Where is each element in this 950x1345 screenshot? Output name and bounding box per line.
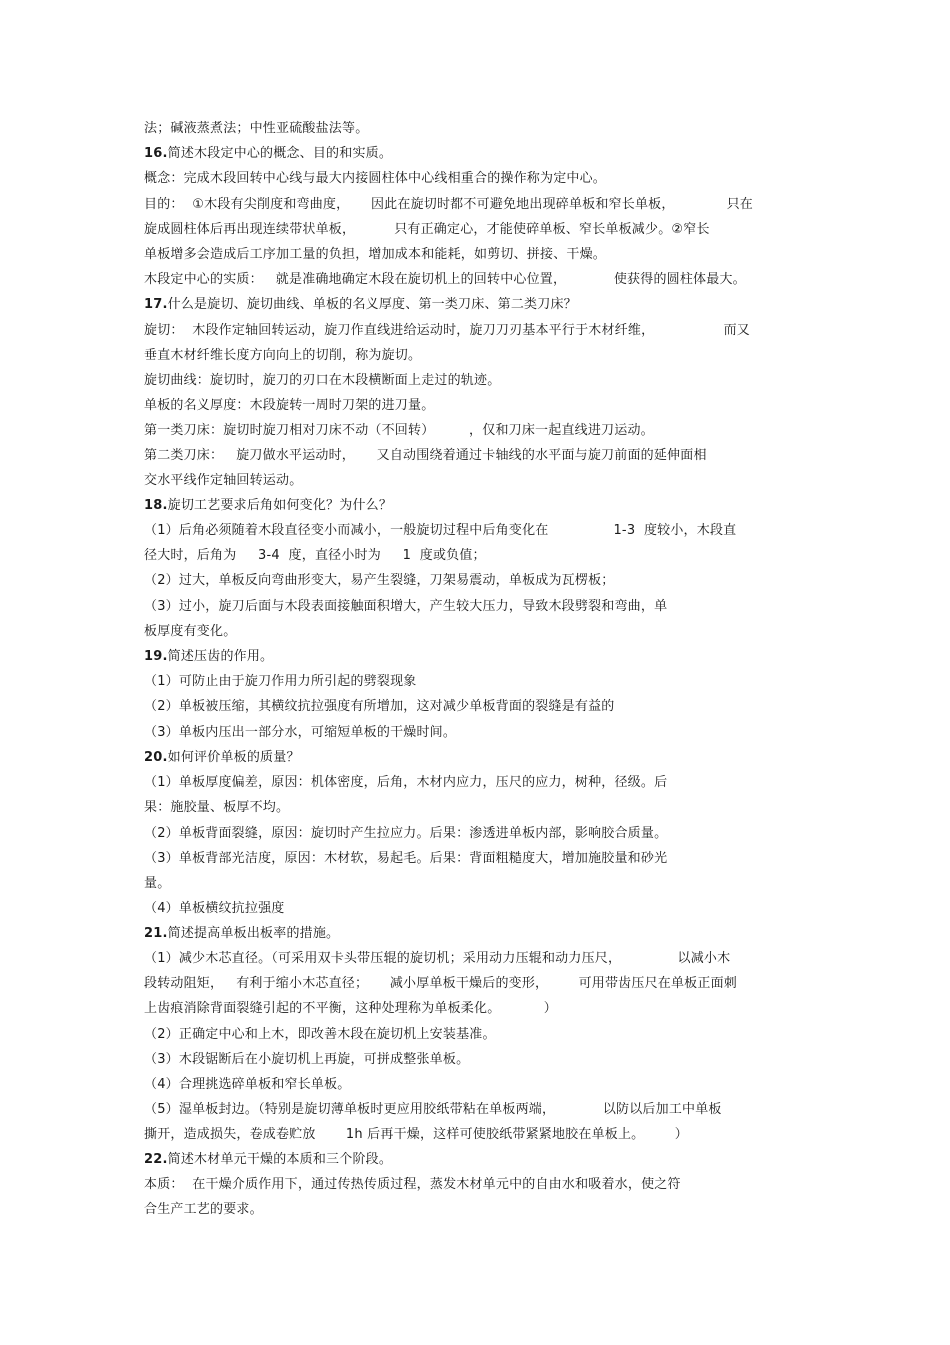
line-text: 简述提高单板出板率的措施。	[167, 926, 340, 941]
question-number: 21.	[144, 926, 168, 941]
line-text: 如何评价单板的质量？	[167, 750, 300, 765]
body-line	[144, 950, 730, 968]
body-line	[144, 372, 500, 390]
line-text: （3）单板内压出一部分水，可缩短单板的干燥时间。	[144, 725, 457, 740]
line-text: 第二类刀床： 旋刀做水平运动时， 又自动围绕着通过卡轴线的水平面与旋刀前面的延伸面相	[144, 448, 707, 463]
line-text: 旋切： 木段作定轴回转运动，旋刀作直线进给运动时，旋刀刀刃基本平行于木材纤维， 而又	[144, 323, 750, 338]
line-text: 本质： 在干燥介质作用下，通过传热传质过程，蒸发木材单元中的自由水和吸着水，使之符	[144, 1177, 681, 1192]
line-text: （4）合理挑选碎单板和窄长单板。	[144, 1077, 351, 1092]
line-text: （2）正确定中心和上木，即改善木段在旋切机上安装基准。	[144, 1027, 496, 1042]
line-text: 垂直木材纤维长度方向向上的切削，称为旋切。	[144, 348, 422, 363]
line-text: （5）湿单板封边。（特别是旋切薄单板时更应用胶纸带粘在单板两端， 以防以后加工中单板	[144, 1102, 722, 1117]
body-line	[144, 472, 302, 490]
body-line	[144, 1076, 350, 1094]
line-text: 果：施胶量、板厚不均。	[144, 800, 290, 815]
line-text: （3）木段锯断后在小旋切机上再旋，可拼成整张单板。	[144, 1052, 470, 1067]
question-number: 16.	[144, 146, 168, 161]
line-text: （1）可防止由于旋刀作用力所引起的劈裂现象	[144, 674, 417, 689]
question-number: 17.	[144, 297, 168, 312]
question-number: 18.	[144, 498, 168, 513]
question-number: 20.	[144, 750, 168, 765]
body-line	[144, 623, 236, 641]
line-text: 简述压齿的作用。	[167, 649, 274, 664]
body-line	[144, 120, 368, 138]
line-text: 合生产工艺的要求。	[144, 1202, 263, 1217]
line-text: 板厚度有变化。	[144, 624, 237, 639]
line-text: 简述木段定中心的概念、目的和实质。	[167, 146, 393, 161]
body-line	[144, 975, 737, 993]
line-text: （1）减少木芯直径。（可采用双卡头带压辊的旋切机；采用动力压辊和动力压尺， 以减小木	[144, 951, 731, 966]
line-text: 单板增多会造成后工序加工量的负担，增加成本和能耗，如剪切、拼接、干燥。	[144, 247, 607, 262]
body-line	[144, 1176, 681, 1194]
line-text: 目的： ①木段有尖削度和弯曲度， 因此在旋切时都不可避免地出现碎单板和窄长单板， 只在	[144, 197, 753, 212]
line-text: 法；碱液蒸煮法；中性亚硫酸盐法等。	[144, 121, 369, 136]
body-line	[144, 347, 421, 365]
body-line	[144, 850, 667, 868]
line-text: 量。	[144, 876, 171, 891]
question-heading	[144, 648, 273, 666]
body-line	[144, 572, 614, 590]
body-line	[144, 673, 416, 691]
line-text: 什么是旋切、旋切曲线、单板的名义厚度、第一类刀床、第二类刀床？	[167, 297, 577, 312]
question-heading	[144, 749, 300, 767]
body-line	[144, 196, 753, 214]
line-text: （2）单板背面裂缝，原因：旋切时产生拉应力。后果：渗透进单板内部，影响胶合质量。	[144, 826, 668, 841]
body-line	[144, 1026, 496, 1044]
question-heading	[144, 145, 392, 163]
body-line	[144, 246, 606, 264]
body-line	[144, 1126, 688, 1144]
line-text: 单板的名义厚度：木段旋转一周时刀架的进刀量。	[144, 398, 435, 413]
line-text: （2）过大，单板反向弯曲形变大，易产生裂缝，刀架易震动，单板成为瓦楞板；	[144, 573, 615, 588]
body-line	[144, 825, 667, 843]
body-line	[144, 724, 456, 742]
line-text: （1）后角必须随着木段直径变小而减小，一般旋切过程中后角变化在 1-3 度较小，木段直	[144, 523, 737, 538]
line-text: （4）单板横纹抗拉强度	[144, 901, 285, 916]
question-heading	[144, 497, 392, 515]
body-line	[144, 397, 434, 415]
body-line	[144, 799, 289, 817]
line-text: 概念：完成木段回转中心线与最大内接圆柱体中心线相重合的操作称为定中心。	[144, 171, 607, 186]
line-text: （2）单板被压缩，其横纹抗拉强度有所增加，这对减少单板背面的裂缝是有益的	[144, 699, 615, 714]
body-line	[144, 547, 486, 565]
line-text: 第一类刀床：旋切时旋刀相对刀床不动（不回转） ，仅和刀床一起直线进刀运动。	[144, 423, 654, 438]
line-text: 段转动阻矩， 有利于缩小木芯直径； 减小厚单板干燥后的变形， 可用带齿压尺在单板正面刺	[144, 976, 737, 991]
body-line	[144, 422, 654, 440]
line-text: 简述木材单元干燥的本质和三个阶段。	[167, 1152, 393, 1167]
body-line	[144, 271, 746, 289]
body-line	[144, 322, 750, 340]
body-line	[144, 774, 667, 792]
body-line	[144, 447, 707, 465]
line-text: 撕开，造成损失，卷成卷贮放 1h 后再干燥，这样可使胶纸带紧紧地胶在单板上。 ）	[144, 1127, 688, 1142]
question-heading	[144, 296, 577, 314]
body-line	[144, 221, 710, 239]
line-text: 径大时，后角为 3-4 度，直径小时为 1 度或负值；	[144, 548, 486, 563]
line-text: 上齿痕消除背面裂缝引起的不平衡，这种处理称为单板柔化。 ）	[144, 1001, 557, 1016]
body-line	[144, 1201, 263, 1219]
body-line	[144, 1101, 722, 1119]
body-line	[144, 1000, 557, 1018]
line-text: （3）单板背部光洁度，原因：木材软，易起毛。后果：背面粗糙度大，增加施胶量和砂光	[144, 851, 668, 866]
line-text: （3）过小，旋刀后面与木段表面接触面积增大，产生较大压力，导致木段劈裂和弯曲，单	[144, 599, 668, 614]
line-text: 旋成圆柱体后再出现连续带状单板， 只有正确定心，才能使碎单板、窄长单板减少。②窄长	[144, 222, 710, 237]
question-heading	[144, 925, 339, 943]
line-text: 木段定中心的实质： 就是准确地确定木段在旋切机上的回转中心位置， 使获得的圆柱体最大。	[144, 272, 746, 287]
question-number: 22.	[144, 1152, 168, 1167]
body-line	[144, 598, 667, 616]
line-text: 旋切曲线：旋切时，旋刀的刃口在木段横断面上走过的轨迹。	[144, 373, 501, 388]
question-heading	[144, 1151, 392, 1169]
body-line	[144, 900, 284, 918]
body-line	[144, 698, 614, 716]
body-line	[144, 522, 736, 540]
question-number: 19.	[144, 649, 168, 664]
line-text: （1）单板厚度偏差，原因：机体密度，后角，木材内应力，压尺的应力，树种，径级。后	[144, 775, 668, 790]
body-line	[144, 875, 170, 893]
body-line	[144, 1051, 469, 1069]
body-line	[144, 170, 606, 188]
line-text: 旋切工艺要求后角如何变化？为什么？	[167, 498, 393, 513]
line-text: 交水平线作定轴回转运动。	[144, 473, 303, 488]
